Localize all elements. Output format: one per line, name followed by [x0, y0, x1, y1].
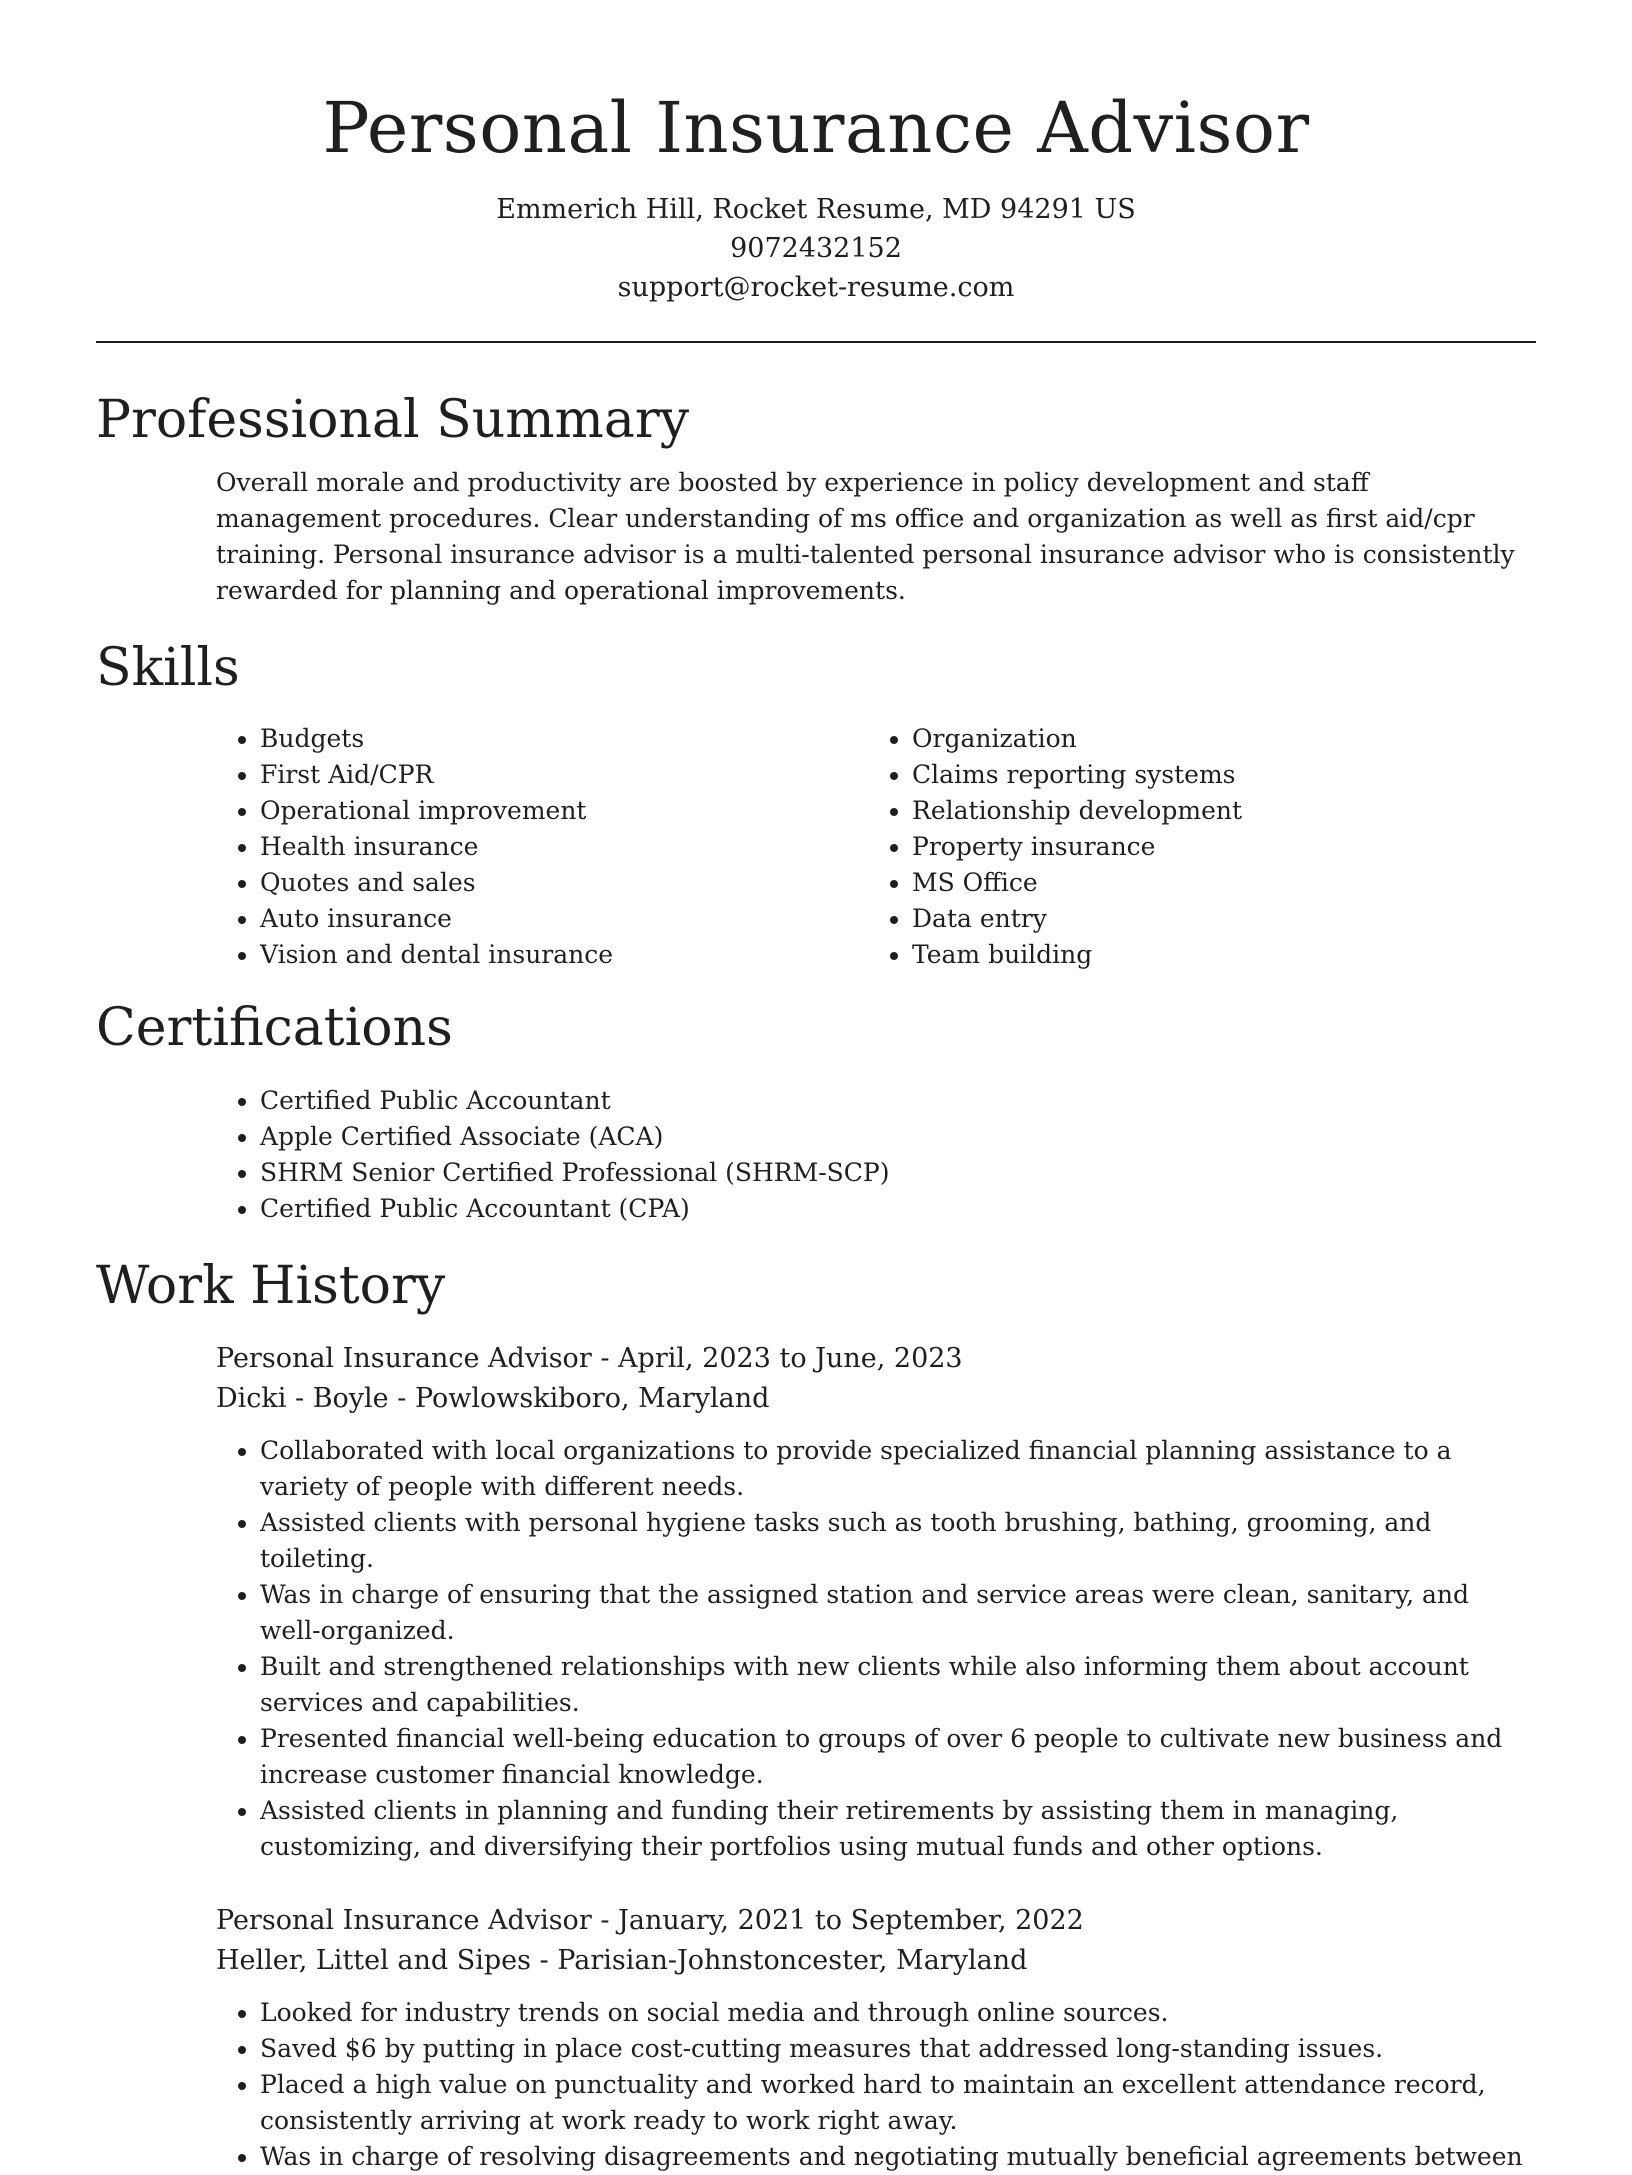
- certification-item: • Certified Public Accountant (CPA): [260, 1191, 1536, 1227]
- skill-item: • Vision and dental insurance: [260, 937, 866, 973]
- job-entry: [216, 1339, 1536, 1865]
- email: support@rocket-resume.com: [617, 272, 1015, 303]
- skill-item: • Team building: [912, 937, 1512, 973]
- job-location: Powlowskiboro, Maryland: [414, 1383, 770, 1414]
- job-title-line: [216, 1901, 1536, 1941]
- skill-item: • Health insurance: [260, 829, 866, 865]
- job-bullet: • Looked for industry trends on social media and through online sources.: [260, 1995, 1536, 2031]
- job-bullets: [216, 1433, 1536, 1865]
- resume-header: [96, 0, 1536, 307]
- skill-item: • Claims reporting systems: [912, 757, 1512, 793]
- resume-page: [96, 0, 1536, 2175]
- job-title: Personal Insurance Advisor: [216, 1905, 592, 1936]
- address: Emmerich Hill, Rocket Resume, MD 94291 US: [496, 194, 1136, 225]
- job-bullet: • Was in charge of ensuring that the assigned station and service areas were clean, sanitary, and well-organized.: [260, 1577, 1536, 1649]
- separator: -: [600, 1343, 619, 1374]
- work-history-heading: Work History: [96, 1256, 446, 1316]
- skills-column-left: [216, 721, 866, 973]
- skills-heading: Skills: [96, 638, 240, 698]
- job-location: Parisian-Johnstoncester, Maryland: [557, 1945, 1028, 1976]
- job-entry: [216, 1901, 1536, 2175]
- certifications-heading: Certifications: [96, 998, 453, 1058]
- skill-item: • Auto insurance: [260, 901, 866, 937]
- job-bullets: [216, 1995, 1536, 2175]
- header-divider: [96, 341, 1536, 343]
- skills-list: [216, 721, 1536, 973]
- job-bullet: • Was in charge of resolving disagreements and negotiating mutually beneficial agreements between: [260, 2139, 1536, 2175]
- skills-column-right: [866, 721, 1512, 973]
- job-bullet: • Assisted clients with personal hygiene tasks such as tooth brushing, bathing, grooming, and toileting.: [260, 1505, 1536, 1577]
- job-company-line: [216, 1941, 1536, 1981]
- job-bullet: • Built and strengthened relationships with new clients while also informing them about account services and capabilities.: [260, 1649, 1536, 1721]
- summary-heading: Professional Summary: [96, 390, 690, 450]
- separator: -: [539, 1945, 558, 1976]
- certification-item: • Certified Public Accountant: [260, 1083, 1536, 1119]
- company-name: Heller, Littel and Sipes: [216, 1945, 531, 1976]
- separator: -: [397, 1383, 415, 1414]
- job-dates: January, 2021 to September, 2022: [618, 1905, 1084, 1936]
- job-title-line: [216, 1339, 1536, 1379]
- job-title: Personal Insurance Advisor: [216, 1343, 592, 1374]
- job-dates: April, 2023 to June, 2023: [618, 1343, 963, 1374]
- job-bullet: • Collaborated with local organizations to provide specialized financial planning assistance to a variety of people with different needs.: [260, 1433, 1536, 1505]
- separator: -: [600, 1905, 619, 1936]
- job-bullet: • Assisted clients in planning and funding their retirements by assisting them in managing, customizing, and diversifying their portfolios using mutual funds and other options.: [260, 1793, 1536, 1865]
- skill-item: • Property insurance: [912, 829, 1512, 865]
- job-bullet: • Presented financial well-being education to groups of over 6 people to cultivate new business and increase customer financial knowledge.: [260, 1721, 1536, 1793]
- job-bullet: • Placed a high value on punctuality and worked hard to maintain an excellent attendance record, consistently arriving at work ready to work right away.: [260, 2067, 1536, 2139]
- certification-item: • SHRM Senior Certified Professional (SHRM-SCP): [260, 1155, 1536, 1191]
- skill-item: • Relationship development: [912, 793, 1512, 829]
- company-name: Dicki - Boyle: [216, 1383, 389, 1414]
- certifications-list: [216, 1083, 1536, 1227]
- contact-block: [96, 190, 1536, 307]
- job-company-line: [216, 1379, 1536, 1419]
- skill-item: • Operational improvement: [260, 793, 866, 829]
- skill-item: • Quotes and sales: [260, 865, 866, 901]
- skill-item: • Budgets: [260, 721, 866, 757]
- skill-item: • MS Office: [912, 865, 1512, 901]
- certification-item: • Apple Certified Associate (ACA): [260, 1119, 1536, 1155]
- candidate-name: Personal Insurance Advisor: [322, 87, 1310, 169]
- job-bullet: • Saved $6 by putting in place cost-cutting measures that addressed long-standing issues.: [260, 2031, 1536, 2067]
- skill-item: • First Aid/CPR: [260, 757, 866, 793]
- skill-item: • Organization: [912, 721, 1512, 757]
- skill-item: • Data entry: [912, 901, 1512, 937]
- summary-text: Overall morale and productivity are boosted by experience in policy development and staff management procedures. Clear understanding of ms office and organization as well as first aid/cpr training. Personal insurance advisor is a multi-talented personal insurance advisor who is consistently rewarded for planning and operational improvements.: [216, 468, 1515, 605]
- phone: 9072432152: [730, 233, 902, 264]
